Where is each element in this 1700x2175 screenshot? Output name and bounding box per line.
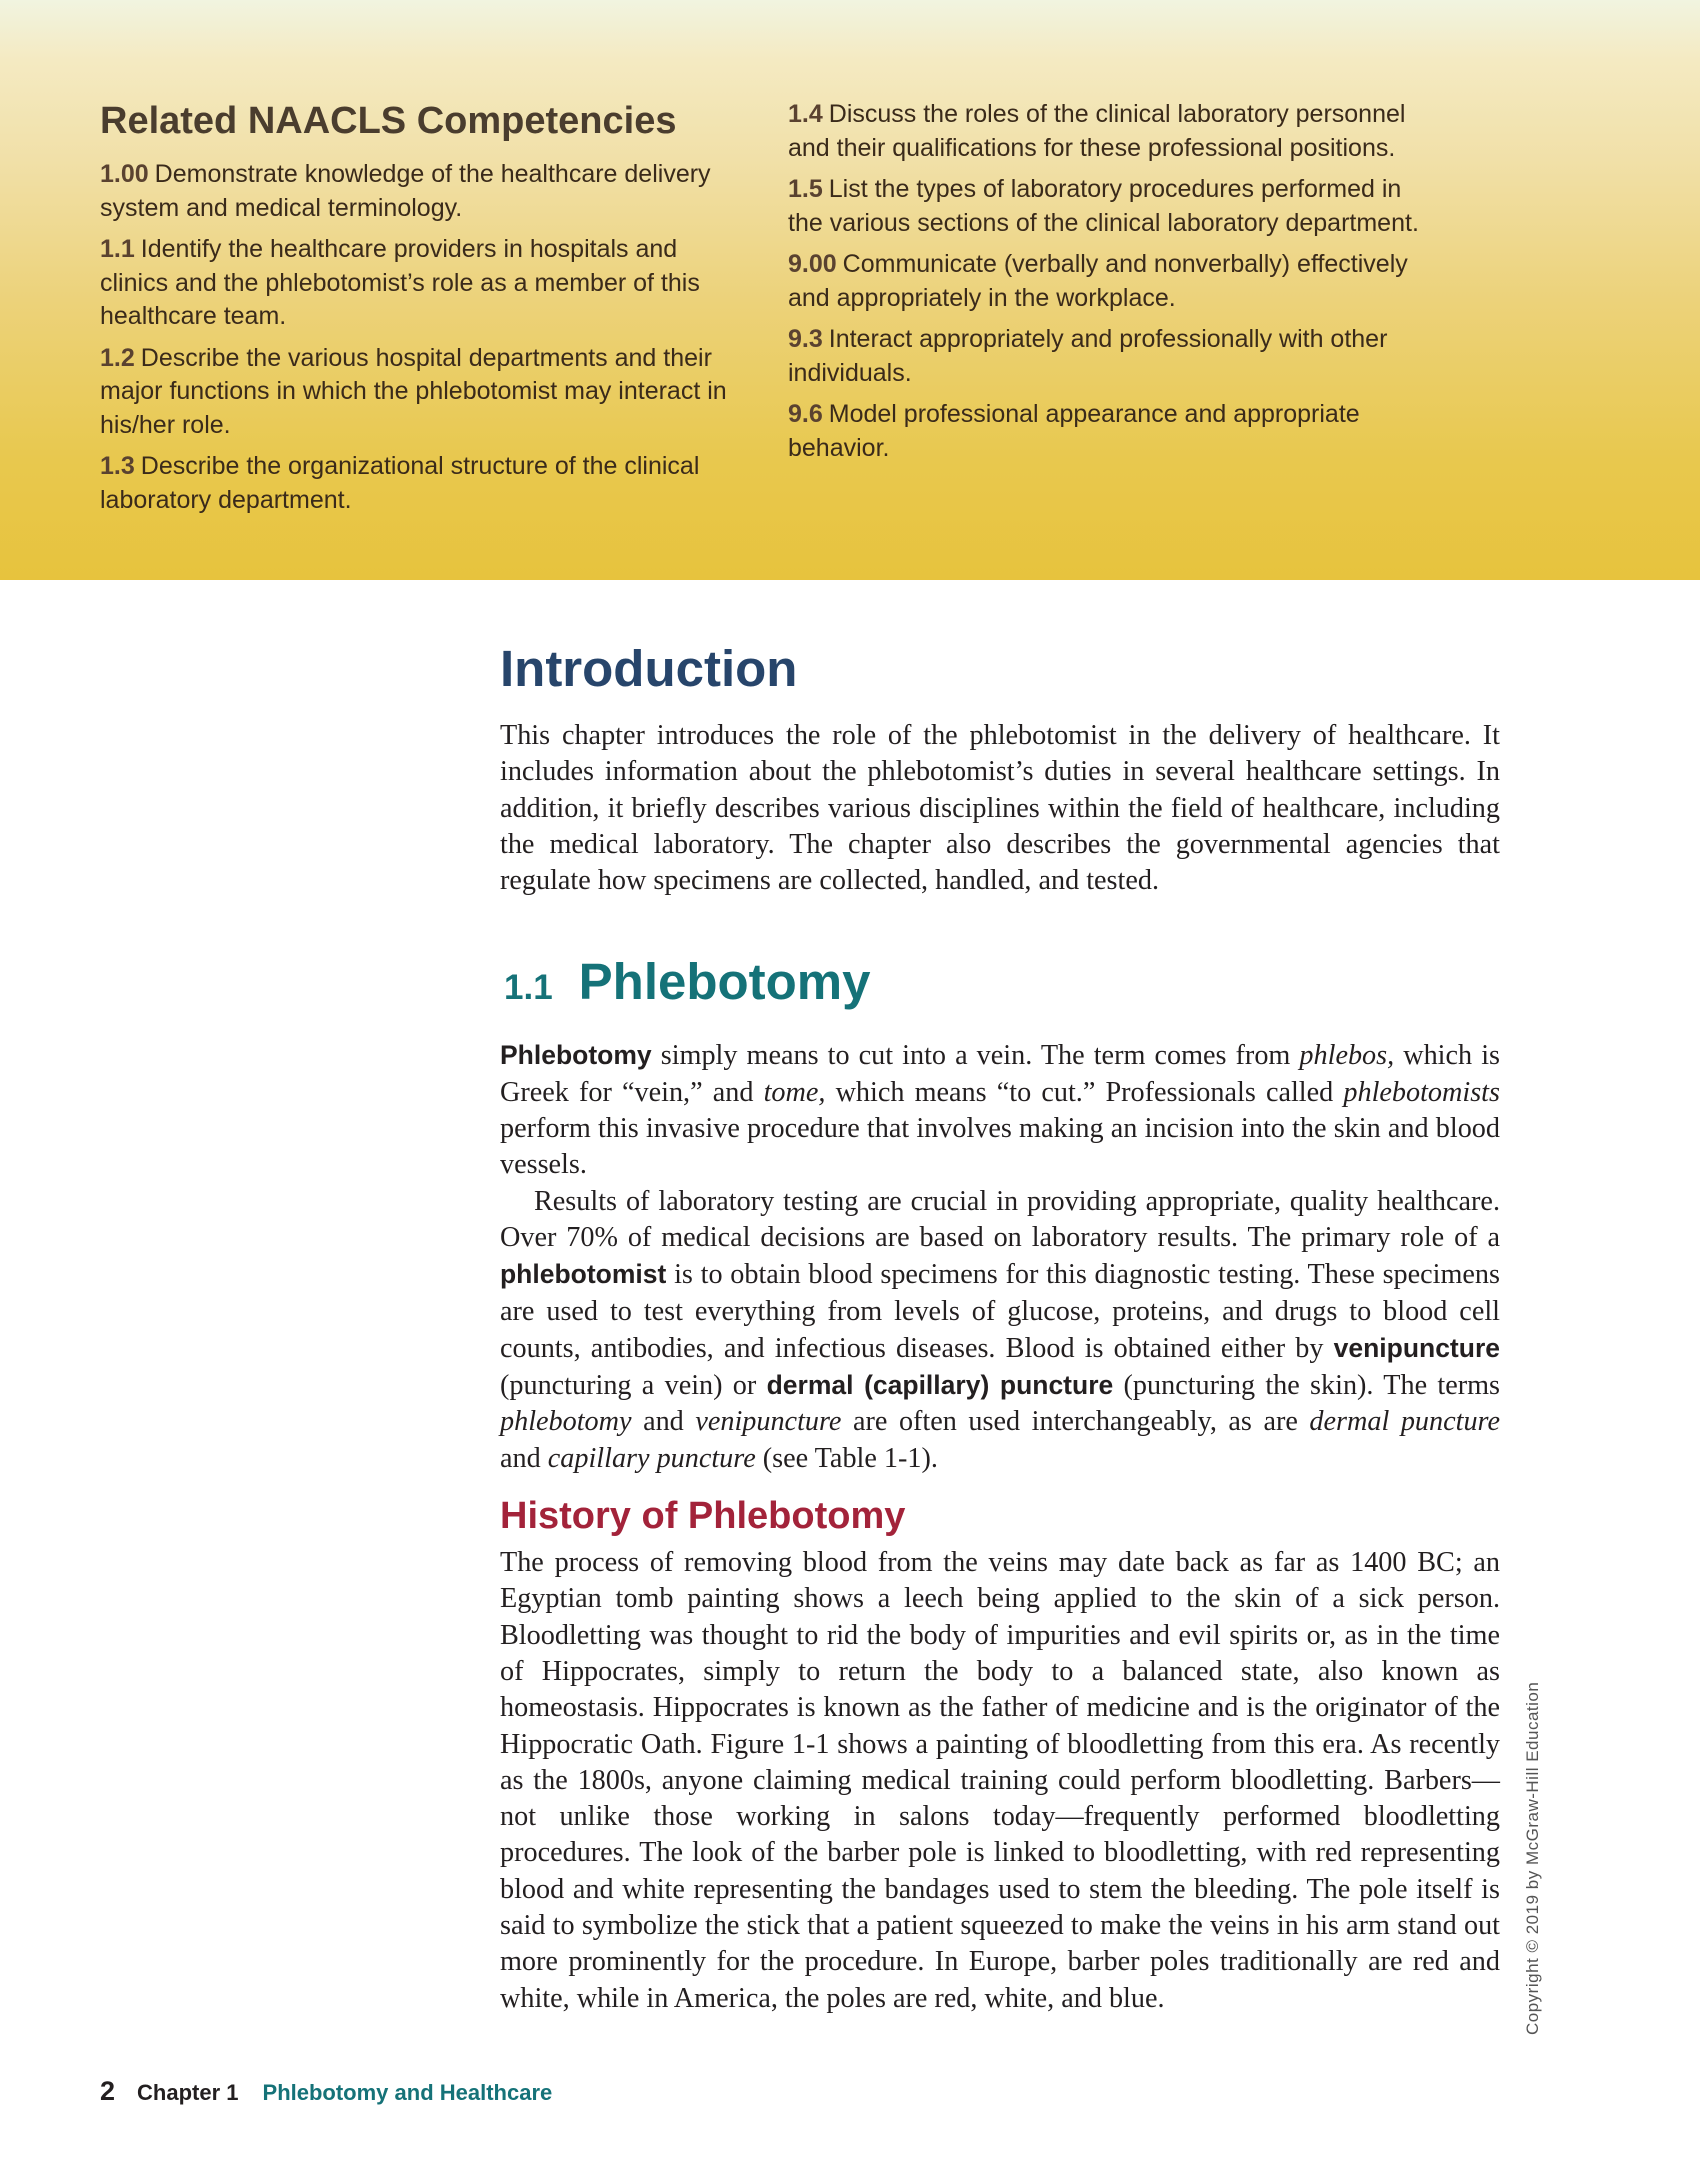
competency-text: Demonstrate knowledge of the healthcare delivery system and medical terminology. bbox=[100, 160, 711, 222]
text-run: Results of laboratory testing are crucial in providing appropriate, quality healthcare. Over 70% of medical decisions are based on laboratory results. The primary role of a bbox=[500, 1185, 1500, 1253]
competencies-right-column bbox=[788, 98, 1428, 473]
competency-number: 1.5 bbox=[788, 175, 823, 203]
key-term: dermal (capillary) puncture bbox=[766, 1370, 1114, 1401]
italic-term: dermal puncture bbox=[1309, 1406, 1500, 1438]
competency-number: 9.3 bbox=[788, 325, 823, 353]
page-number: 2 bbox=[100, 2076, 116, 2106]
italic-term: phlebos, bbox=[1299, 1040, 1395, 1072]
introduction-paragraph: This chapter introduces the role of the phlebotomist in the delivery of healthcare. It includes information about the phlebotomist’s duties in several healthcare settings. In addition, it briefly describes various disciplines within the field of healthcare, including the medical laboratory. The chapter also describes the governmental agencies that regulate how specimens are collected, handled, and tested. bbox=[500, 720, 1500, 897]
text-run: which is Greek for “vein,” and bbox=[500, 1040, 1500, 1108]
competencies-title: Related NAACLS Competencies bbox=[100, 100, 677, 142]
competency-number: 9.6 bbox=[788, 400, 823, 428]
competency-text: Describe the organizational structure of the clinical laboratory department. bbox=[100, 452, 700, 514]
text-run: is to obtain blood specimens for this diagnostic testing. These specimens are used to test everything from levels of glucose, proteins, and drugs to blood cell counts, antibodies, and infectious diseases. Blood is obtained either by bbox=[500, 1259, 1500, 1364]
competency-number: 1.2 bbox=[100, 343, 135, 372]
chapter-label: Chapter 1 bbox=[137, 2080, 239, 2105]
section-heading bbox=[500, 951, 1500, 1019]
competency-item bbox=[100, 342, 750, 443]
competency-text: Discuss the roles of the clinical laboratory personnel and their qualifications for these professional positions. bbox=[788, 100, 1406, 162]
competency-item bbox=[100, 233, 750, 334]
text-run: perform this invasive procedure that involves making an incision into the skin and blood vessels. bbox=[500, 1113, 1500, 1181]
page-footer bbox=[100, 2076, 552, 2107]
competency-number: 1.00 bbox=[100, 160, 149, 188]
text-run: and bbox=[500, 1442, 548, 1474]
italic-term: tome, bbox=[763, 1076, 826, 1108]
introduction-heading: Introduction bbox=[500, 640, 798, 697]
history-heading: History of Phlebotomy bbox=[500, 1495, 906, 1538]
competency-item bbox=[788, 398, 1428, 465]
italic-term: venipuncture bbox=[695, 1406, 842, 1438]
text-run: are often used interchangeably, as are bbox=[841, 1406, 1310, 1438]
history-paragraph: The process of removing blood from the veins may date back as far as 1400 BC; an Egyptian tomb painting shows a leech being applied to the skin of a sick person. Bloodletting was thought to rid the body of impurities and evil spirits or, as in the time of Hippocrates, simply to return the body to a balanced state, also known as homeostasis. Hippocrates is known as the father of medicine and is the originator of the Hippocratic Oath. Figure 1-1 shows a painting of bloodletting from this era. As recently as the 1800s, anyone claiming medical training could perform bloodletting. Barbers—not unlike those working in salons today—frequently performed bloodletting procedures. The look of the barber pole is linked to bloodletting, with red representing blood and white representing the bandages used to stem the bleeding. The pole itself is said to symbolize the stick that a patient squeezed to make the veins in his arm stand out more prominently for the procedure. In Europe, barber poles traditionally are red and white, while in America, the poles are red, white, and blue. bbox=[500, 1547, 1500, 2014]
phlebotomy-paragraph-1 bbox=[500, 1037, 1500, 1183]
competency-item bbox=[100, 450, 750, 517]
competency-number: 1.1 bbox=[100, 235, 135, 263]
text-run: and bbox=[631, 1406, 696, 1438]
competency-number: 1.3 bbox=[100, 452, 135, 480]
competency-text: List the types of laboratory procedures performed in the various sections of the clinical laboratory department. bbox=[788, 175, 1419, 237]
text-run: simply means to cut into a vein. The term comes from bbox=[651, 1040, 1300, 1072]
competency-text: Model professional appearance and appropriate behavior. bbox=[788, 400, 1360, 462]
competency-text: Describe the various hospital departments and their major functions in which the phlebotomist may interact in his/her role. bbox=[100, 343, 727, 439]
competency-text: Interact appropriately and professionally with other individuals. bbox=[788, 325, 1388, 387]
text-run: (see Table 1-1). bbox=[755, 1442, 938, 1474]
competency-text: Identify the healthcare providers in hospitals and clinics and the phlebotomist’s role as a member of this healthcare team. bbox=[100, 235, 700, 330]
key-term: Phlebotomy bbox=[500, 1040, 652, 1071]
section-number: 1.1 bbox=[504, 968, 553, 1008]
competency-item bbox=[788, 323, 1428, 390]
text-run: (puncturing a vein) or bbox=[500, 1370, 767, 1402]
competency-text: Communicate (verbally and nonverbally) effectively and appropriately in the workplace. bbox=[788, 250, 1408, 312]
copyright-notice: Copyright © 2019 by McGraw-Hill Education bbox=[1523, 1681, 1542, 2035]
chapter-title: Phlebotomy and Healthcare bbox=[262, 2080, 553, 2105]
phlebotomy-paragraph-2 bbox=[500, 1184, 1500, 1477]
competency-number: 1.4 bbox=[788, 100, 823, 128]
competencies-left-column bbox=[100, 98, 750, 525]
competency-item bbox=[788, 248, 1428, 315]
text-run: (puncturing the skin). The terms bbox=[1113, 1370, 1500, 1402]
section-title: Phlebotomy bbox=[578, 953, 871, 1011]
text-run: which means “to cut.” Professionals called bbox=[825, 1076, 1344, 1108]
competency-item bbox=[788, 98, 1428, 165]
key-term: venipuncture bbox=[1333, 1332, 1500, 1363]
competency-item bbox=[788, 173, 1428, 240]
competency-item bbox=[100, 158, 750, 225]
main-content bbox=[500, 638, 1500, 2017]
italic-term: phlebotomists bbox=[1343, 1076, 1500, 1108]
italic-term: phlebotomy bbox=[500, 1406, 632, 1438]
key-term: phlebotomist bbox=[500, 1259, 667, 1290]
italic-term: capillary puncture bbox=[547, 1442, 756, 1474]
competency-number: 9.00 bbox=[788, 250, 837, 278]
